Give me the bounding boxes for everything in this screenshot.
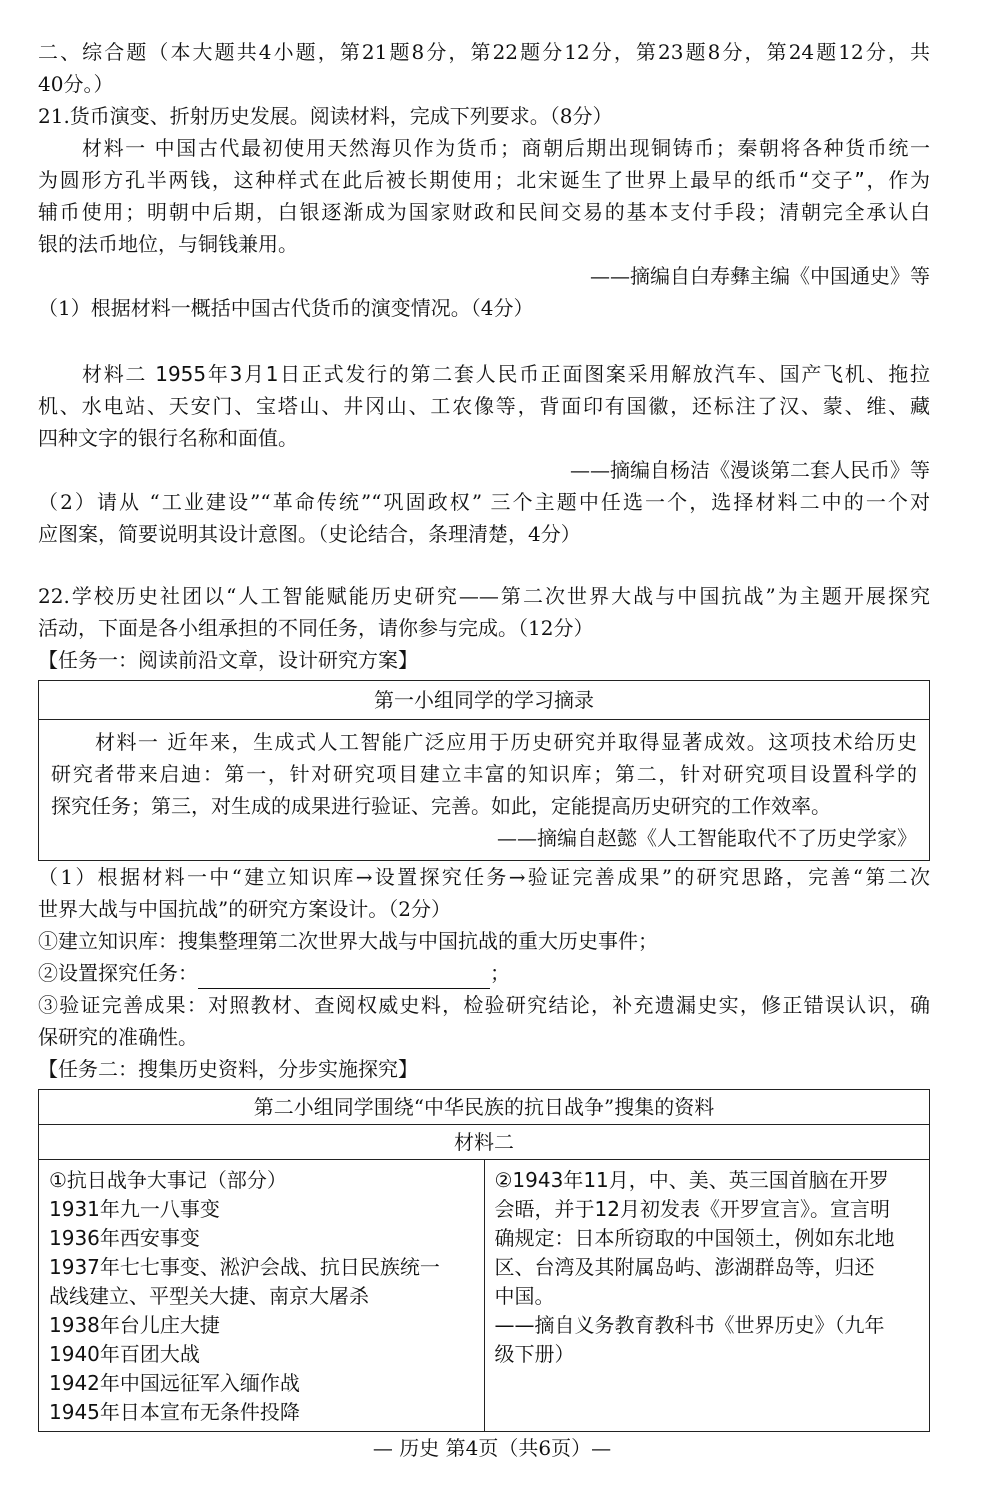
cairo-column bbox=[485, 1160, 930, 1431]
q21-material2-line: 机、水电站、天安门、宝塔山、井冈山、工农像等，背面印有国徽，还标注了汉、蒙、维、藏 bbox=[38, 394, 930, 418]
materials-table-header: 第二小组同学围绕“中华民族的抗日战争”搜集的资料 bbox=[39, 1090, 929, 1125]
timeline-column bbox=[39, 1160, 485, 1431]
timeline-item: 战线建立、平型关大捷、南京大屠杀 bbox=[49, 1284, 369, 1308]
timeline-item: 1938年台儿庄大捷 bbox=[49, 1313, 220, 1337]
timeline-item: 1936年西安事变 bbox=[49, 1226, 200, 1250]
task2-title: 【任务二：搜集历史资料，分步实施探究】 bbox=[38, 1057, 418, 1081]
answer-space bbox=[38, 550, 930, 580]
box1-line: 研究者带来启迪：第一，针对研究项目建立丰富的知识库；第二，针对研究项目设置科学的 bbox=[51, 762, 917, 786]
box1-line: 材料一 近年来，生成式人工智能广泛应用于历史研究并取得显著成效。这项技术给历史 bbox=[95, 730, 917, 754]
exam-page bbox=[38, 36, 930, 1432]
cairo-line: ——摘自义务教育教科书《世界历史》（九年 bbox=[494, 1313, 885, 1337]
timeline-item: 1942年中国远征军入缅作战 bbox=[49, 1371, 300, 1395]
timeline-item: 1937年七七事变、淞沪会战、抗日民族统一 bbox=[49, 1255, 440, 1279]
answer-blank[interactable] bbox=[198, 966, 490, 989]
timeline-item: 1945年日本宣布无条件投降 bbox=[49, 1400, 300, 1424]
q21-source1: ——摘编自白寿彝主编《中国通史》等 bbox=[590, 264, 930, 288]
excerpt-box-1-body bbox=[39, 720, 929, 860]
q21-sub1: （1）根据材料一概括中国古代货币的演变情况。（4分） bbox=[38, 296, 534, 320]
timeline-item: ①抗日战争大事记（部分） bbox=[49, 1168, 287, 1192]
section-header-line-2: 40分。） bbox=[38, 72, 114, 96]
q21-material1-line: 银的法币地位，与铜钱兼用。 bbox=[38, 232, 298, 256]
cairo-line: 确规定：日本所窃取的中国领土，例如东北地 bbox=[494, 1226, 895, 1250]
q21-sub2-line: 应图案，简要说明其设计意图。（史论结合，条理清楚，4分） bbox=[38, 522, 581, 546]
timeline-item: 1931年九一八事变 bbox=[49, 1197, 220, 1221]
step2-end: ； bbox=[490, 961, 510, 985]
materials-table bbox=[38, 1089, 930, 1432]
page-footer: — 历史 第4页（共6页）— bbox=[372, 1436, 612, 1460]
q22-stem-line: 22.学校历史社团以“人工智能赋能历史研究——第二次世界大战与中国抗战”为主题开展探究 bbox=[38, 584, 930, 608]
cairo-line: 会晤，并于12月初发表《开罗宣言》。宣言明 bbox=[494, 1197, 890, 1221]
cairo-line: 中国。 bbox=[494, 1284, 555, 1308]
step2-label: ②设置探究任务： bbox=[38, 961, 198, 985]
step2 bbox=[38, 957, 930, 989]
q21-material1-line: 辅币使用；明朝中后期，白银逐渐成为国家财政和民间交易的基本支付手段；清朝完全承认白 bbox=[38, 200, 930, 224]
q21-source2: ——摘编自杨洁《漫谈第二套人民币》等 bbox=[570, 458, 930, 482]
section-header-line-1: 二、综合题（本大题共4小题，第21题8分，第22题分12分，第23题8分，第24题12分，共 bbox=[38, 40, 930, 64]
step3-line: ③验证完善成果：对照教材、查阅权威史料，检验研究结论，补充遗漏史实，修正错误认识，确 bbox=[38, 993, 930, 1017]
q21-material1-line: 为圆形方孔半两钱，这种样式在此后被长期使用；北宋诞生了世界上最早的纸币“交子”，作为 bbox=[38, 168, 930, 192]
q21-material1-line: 材料一 中国古代最初使用天然海贝作为货币；商朝后期出现铜铸币；秦朝将各种货币统一 bbox=[82, 136, 930, 160]
excerpt-box-1-header: 第一小组同学的学习摘录 bbox=[39, 681, 929, 720]
step3-line: 保研究的准确性。 bbox=[38, 1025, 198, 1049]
materials-table-subheader: 材料二 bbox=[39, 1125, 929, 1160]
q21-sub2-line: （2）请从 “工业建设”“革命传统”“巩固政权” 三个主题中任选一个，选择材料二中的一个对 bbox=[38, 490, 930, 514]
timeline-item: 1940年百团大战 bbox=[49, 1342, 200, 1366]
cairo-line: 区、台湾及其附属岛屿、澎湖群岛等，归还 bbox=[494, 1255, 875, 1279]
q22-sub1-line: 世界大战与中国抗战”的研究方案设计。（2分） bbox=[38, 897, 451, 921]
box1-line: 探究任务；第三，对生成的成果进行验证、完善。如此，定能提高历史研究的工作效率。 bbox=[51, 794, 831, 818]
box1-source: ——摘编自赵懿《人工智能取代不了历史学家》 bbox=[497, 826, 917, 850]
q21-material2-line: 四种文字的银行名称和面值。 bbox=[38, 426, 298, 450]
cairo-line: 级下册） bbox=[494, 1342, 575, 1366]
q22-sub1-line: （1）根据材料一中“建立知识库→设置探究任务→验证完善成果”的研究思路，完善“第二次 bbox=[38, 865, 930, 889]
q22-stem-line: 活动，下面是各小组承担的不同任务，请你参与完成。（12分） bbox=[38, 616, 594, 640]
step1: ①建立知识库：搜集整理第二次世界大战与中国抗战的重大历史事件； bbox=[38, 929, 658, 953]
task1-title: 【任务一：阅读前沿文章，设计研究方案】 bbox=[38, 648, 418, 672]
q21-material2-line: 材料二 1955年3月1日正式发行的第二套人民币正面图案采用解放汽车、国产飞机、拖拉 bbox=[82, 362, 930, 386]
cairo-line: ②1943年11月，中、美、英三国首脑在开罗 bbox=[494, 1168, 889, 1192]
materials-table-columns bbox=[39, 1160, 929, 1431]
answer-space bbox=[38, 324, 930, 358]
excerpt-box-1 bbox=[38, 680, 930, 861]
q21-stem: 21.货币演变、折射历史发展。阅读材料，完成下列要求。（8分） bbox=[38, 104, 613, 128]
